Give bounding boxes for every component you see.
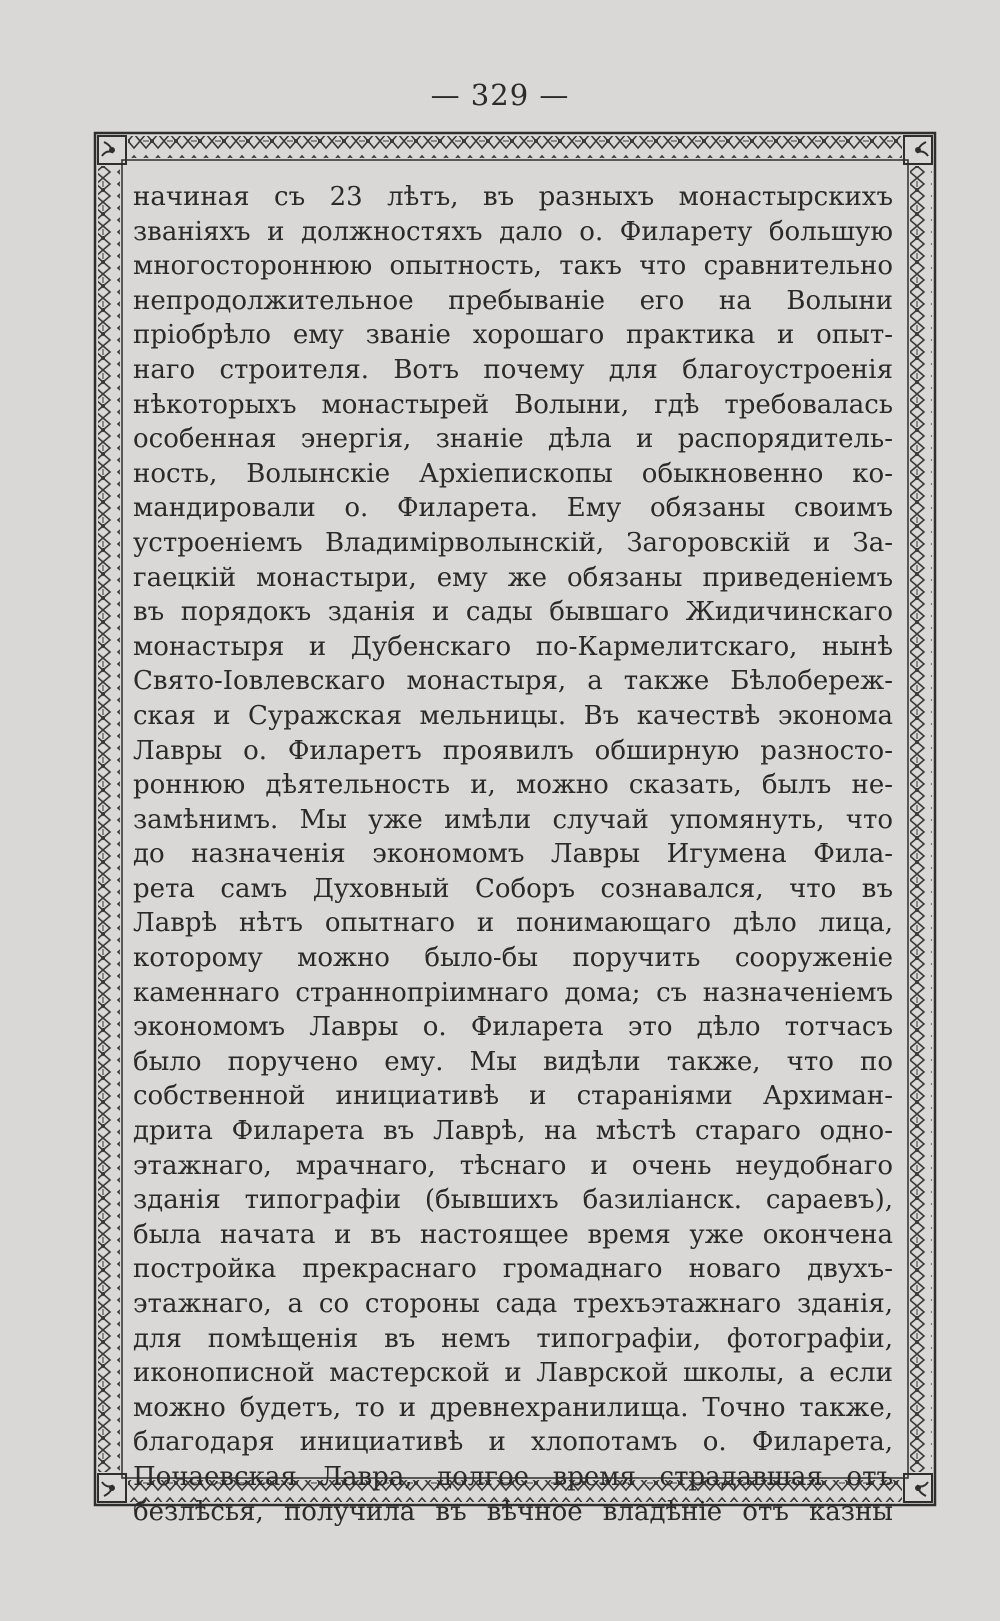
text-line: экономомъ Лавры о. Филарета это дѣло тотчасъ [133,1012,893,1043]
text-line: Свято-Іовлевскаго монастыря, а также Бѣлобереж- [133,666,893,697]
text-line: этажнаго, а со стороны сада трехъэтажнаго зданія, [133,1289,893,1319]
text-line: ская и Суражская мельницы. Въ качествѣ эконома [133,700,893,731]
text-line: въ порядокъ зданія и сады бывшаго Жидичинскаго [133,597,893,628]
text-line: начиная съ 23 лѣтъ, въ разныхъ монастырскихъ [133,182,893,212]
text-line: можно будетъ, то и древнехранилища. Точно также, [133,1392,893,1423]
text-line: до назначенія экономомъ Лавры Игумена Фила- [133,839,893,870]
text-line: наго строителя. Вотъ почему для благоустроенія [133,354,893,385]
text-line: иконописной мастерской и Лаврской школы, а если [133,1358,893,1389]
text-line: безлѣсья, получила въ вѣчное владѣніе отъ казны [133,1496,893,1527]
text-line: Почаевская Лавра, долгое время страдавшая отъ [133,1461,893,1492]
text-line: была начата и въ настоящее время уже окончена [133,1219,893,1250]
text-line: устроеніемъ Владимірволынскій, Загоровскій и За- [133,527,893,558]
text-line: собственной инициативѣ и стараніями Архиман- [133,1081,893,1112]
ornamental-frame [92,130,938,1527]
text-line: нѣкоторыхъ монастырей Волыни, гдѣ требовалась [133,389,893,420]
text-line: для помѣщенія въ немъ типографіи, фотографіи, [133,1323,893,1354]
text-line: дрита Филарета въ Лаврѣ, на мѣстѣ стараго одно- [133,1116,893,1147]
text-line: которому можно было-бы поручить сооруженіе [133,943,893,974]
text-line: непродолжительное пребываніе его на Волыни [133,285,893,316]
text-line: ность, Волынскіе Архіепископы обыкновенно ко- [133,458,893,489]
text-line: постройка прекраснаго громаднаго новаго двухъ- [133,1254,893,1285]
text-line: благодаря инициативѣ и хлопотамъ о. Филарета, [133,1427,893,1458]
body-text [133,180,893,1529]
text-line: замѣнимъ. Мы уже имѣли случай упомянуть, что [133,804,893,835]
text-line: Лаврѣ нѣтъ опытнаго и понимающаго дѣло лица, [133,908,893,939]
page-number: — 329 — [430,78,570,112]
text-line: Лавры о. Филаретъ проявилъ обширную разносто- [133,735,893,766]
text-line: роннюю дѣятельность и, можно сказать, былъ не- [133,770,893,801]
text-line: каменнаго страннопріимнаго дома; съ назначеніемъ [133,977,893,1008]
text-line: этажнаго, мрачнаго, тѣснаго и очень неудобнаго [133,1150,893,1181]
text-line: мандировали о. Филарета. Ему обязаны своимъ [133,493,893,524]
text-line: пріобрѣло ему званіе хорошаго практика и опыт- [133,320,893,351]
text-line: было поручено ему. Мы видѣли также, что по [133,1046,893,1077]
text-line: многостороннюю опытность, такъ что сравнительно [133,251,893,282]
text-line: особенная энергія, знаніе дѣла и распорядитель- [133,424,893,455]
text-line: зданія типографіи (бывшихъ базиліанск. сараевъ), [133,1185,893,1216]
text-line: рета самъ Духовный Соборъ сознавался, что въ [133,873,893,904]
text-line: монастыря и Дубенскаго по-Кармелитскаго, нынѣ [133,631,893,662]
text-line: званіяхъ и должностяхъ дало о. Филарету большую [133,216,893,247]
text-line: гаецкій монастыри, ему же обязаны приведеніемъ [133,562,893,593]
